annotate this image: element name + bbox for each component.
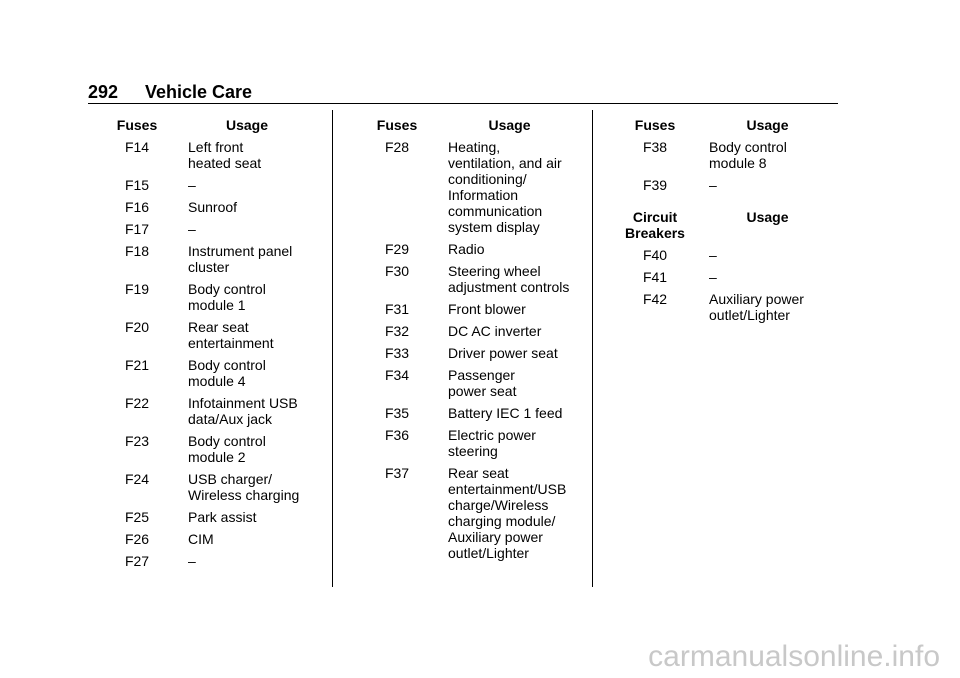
table-row <box>100 357 320 389</box>
fuse-usage: Body control module 2 <box>188 433 266 465</box>
fuse-usage: USB charger/ Wireless charging <box>188 471 300 503</box>
fuse-id: F24 <box>124 471 150 487</box>
fuse-usage: Sunroof <box>188 199 238 215</box>
usage-column-header: Usage <box>488 117 531 133</box>
fuse-table-1 <box>100 117 320 575</box>
fuse-id: F27 <box>124 553 150 569</box>
fuse-usage: Driver power seat <box>448 345 558 361</box>
fuse-id: F39 <box>642 177 668 193</box>
table-header <box>360 117 585 133</box>
fuse-usage: Passenger power seat <box>448 367 517 399</box>
page-header <box>88 82 252 104</box>
table-row <box>360 367 585 399</box>
table-header <box>615 117 840 133</box>
usage-column-header: Usage <box>746 117 789 133</box>
fuse-usage: Rear seat entertainment/USB charge/Wireless charging module/ Auxiliary power outlet/Lighter <box>448 465 567 561</box>
table-row <box>615 177 840 193</box>
fuse-usage: – <box>188 221 196 237</box>
fuse-id: F14 <box>124 139 150 155</box>
fuse-column-header: Fuses <box>116 117 158 133</box>
table-row <box>100 199 320 215</box>
fuse-usage: Steering wheel adjustment controls <box>448 263 570 295</box>
watermark: carmanualsonline.info <box>648 640 940 673</box>
fuse-id: F38 <box>642 139 668 155</box>
table-row <box>360 345 585 361</box>
fuse-usage: Battery IEC 1 feed <box>448 405 563 421</box>
fuse-usage: Electric power steering <box>448 427 536 459</box>
fuse-table-2 <box>360 117 585 567</box>
table-row <box>100 139 320 171</box>
fuse-usage: DC AC inverter <box>448 323 542 339</box>
fuse-id: F29 <box>384 241 410 257</box>
table-row <box>615 247 840 263</box>
table-header <box>615 209 840 241</box>
fuse-id: F34 <box>384 367 410 383</box>
fuse-usage: Park assist <box>188 509 257 525</box>
usage-column-header: Usage <box>225 117 269 133</box>
table-row <box>360 301 585 317</box>
fuse-id: F35 <box>384 405 410 421</box>
fuse-usage: – <box>709 177 717 193</box>
fuse-id: F17 <box>124 221 150 237</box>
table-row <box>100 243 320 275</box>
fuse-usage: – <box>188 553 196 569</box>
column-divider-2 <box>592 110 593 587</box>
fuse-id: F30 <box>384 263 410 279</box>
fuse-id: F20 <box>124 319 150 335</box>
fuse-id: F32 <box>384 323 410 339</box>
fuse-usage: Infotainment USB data/Aux jack <box>188 395 298 427</box>
fuse-table-3 <box>615 117 840 329</box>
fuse-usage: Heating, ventilation, and air conditioning/ Information communication system display <box>448 139 562 235</box>
table-row <box>100 509 320 525</box>
fuse-id: F18 <box>124 243 150 259</box>
table-row <box>360 465 585 561</box>
table-row <box>360 405 585 421</box>
table-row <box>615 139 840 171</box>
fuse-usage: CIM <box>188 531 214 547</box>
table-row <box>360 139 585 235</box>
table-row <box>100 531 320 547</box>
fuse-id: F16 <box>124 199 150 215</box>
fuse-usage: Body control module 1 <box>188 281 266 313</box>
fuse-usage: – <box>188 177 196 193</box>
fuse-id: F28 <box>384 139 410 155</box>
fuse-usage: Body control module 8 <box>709 139 787 171</box>
table-row <box>100 177 320 193</box>
table-row <box>615 269 840 285</box>
fuse-usage: Radio <box>448 241 485 257</box>
fuse-column-header: Circuit Breakers <box>625 209 685 241</box>
fuse-id: F31 <box>384 301 410 317</box>
table-row <box>360 323 585 339</box>
table-row <box>100 221 320 237</box>
fuse-column-header: Fuses <box>376 117 418 133</box>
table-row <box>100 319 320 351</box>
fuse-usage: Body control module 4 <box>188 357 266 389</box>
table-row <box>360 263 585 295</box>
fuse-id: F25 <box>124 509 150 525</box>
fuse-id: F23 <box>124 433 150 449</box>
fuse-id: F33 <box>384 345 410 361</box>
column-divider-1 <box>332 110 333 587</box>
fuse-id: F19 <box>124 281 150 297</box>
fuse-usage: Left front heated seat <box>188 139 262 171</box>
fuse-column-header: Fuses <box>634 117 676 133</box>
fuse-usage: Rear seat entertainment <box>188 319 274 351</box>
fuse-id: F22 <box>124 395 150 411</box>
fuse-id: F21 <box>124 357 150 373</box>
table-row <box>100 395 320 427</box>
fuse-id: F37 <box>384 465 410 481</box>
section-spacer <box>615 199 840 209</box>
fuse-id: F15 <box>124 177 150 193</box>
table-row <box>100 553 320 569</box>
table-row <box>360 427 585 459</box>
table-row <box>615 291 840 323</box>
fuse-id: F42 <box>642 291 668 307</box>
fuse-usage: – <box>709 269 717 285</box>
header-divider <box>88 103 838 104</box>
fuse-id: F40 <box>642 247 668 263</box>
fuse-usage: Auxiliary power outlet/Lighter <box>709 291 804 323</box>
fuse-usage: Front blower <box>448 301 526 317</box>
table-row <box>100 281 320 313</box>
fuse-id: F26 <box>124 531 150 547</box>
table-row <box>100 471 320 503</box>
fuse-usage: – <box>709 247 717 263</box>
page-number: 292 <box>88 82 119 102</box>
table-row <box>100 433 320 465</box>
fuse-id: F41 <box>642 269 668 285</box>
fuse-id: F36 <box>384 427 410 443</box>
usage-column-header: Usage <box>746 209 789 225</box>
table-header <box>100 117 320 133</box>
table-row <box>360 241 585 257</box>
page-title: Vehicle Care <box>145 82 253 102</box>
fuse-usage: Instrument panel cluster <box>188 243 293 275</box>
